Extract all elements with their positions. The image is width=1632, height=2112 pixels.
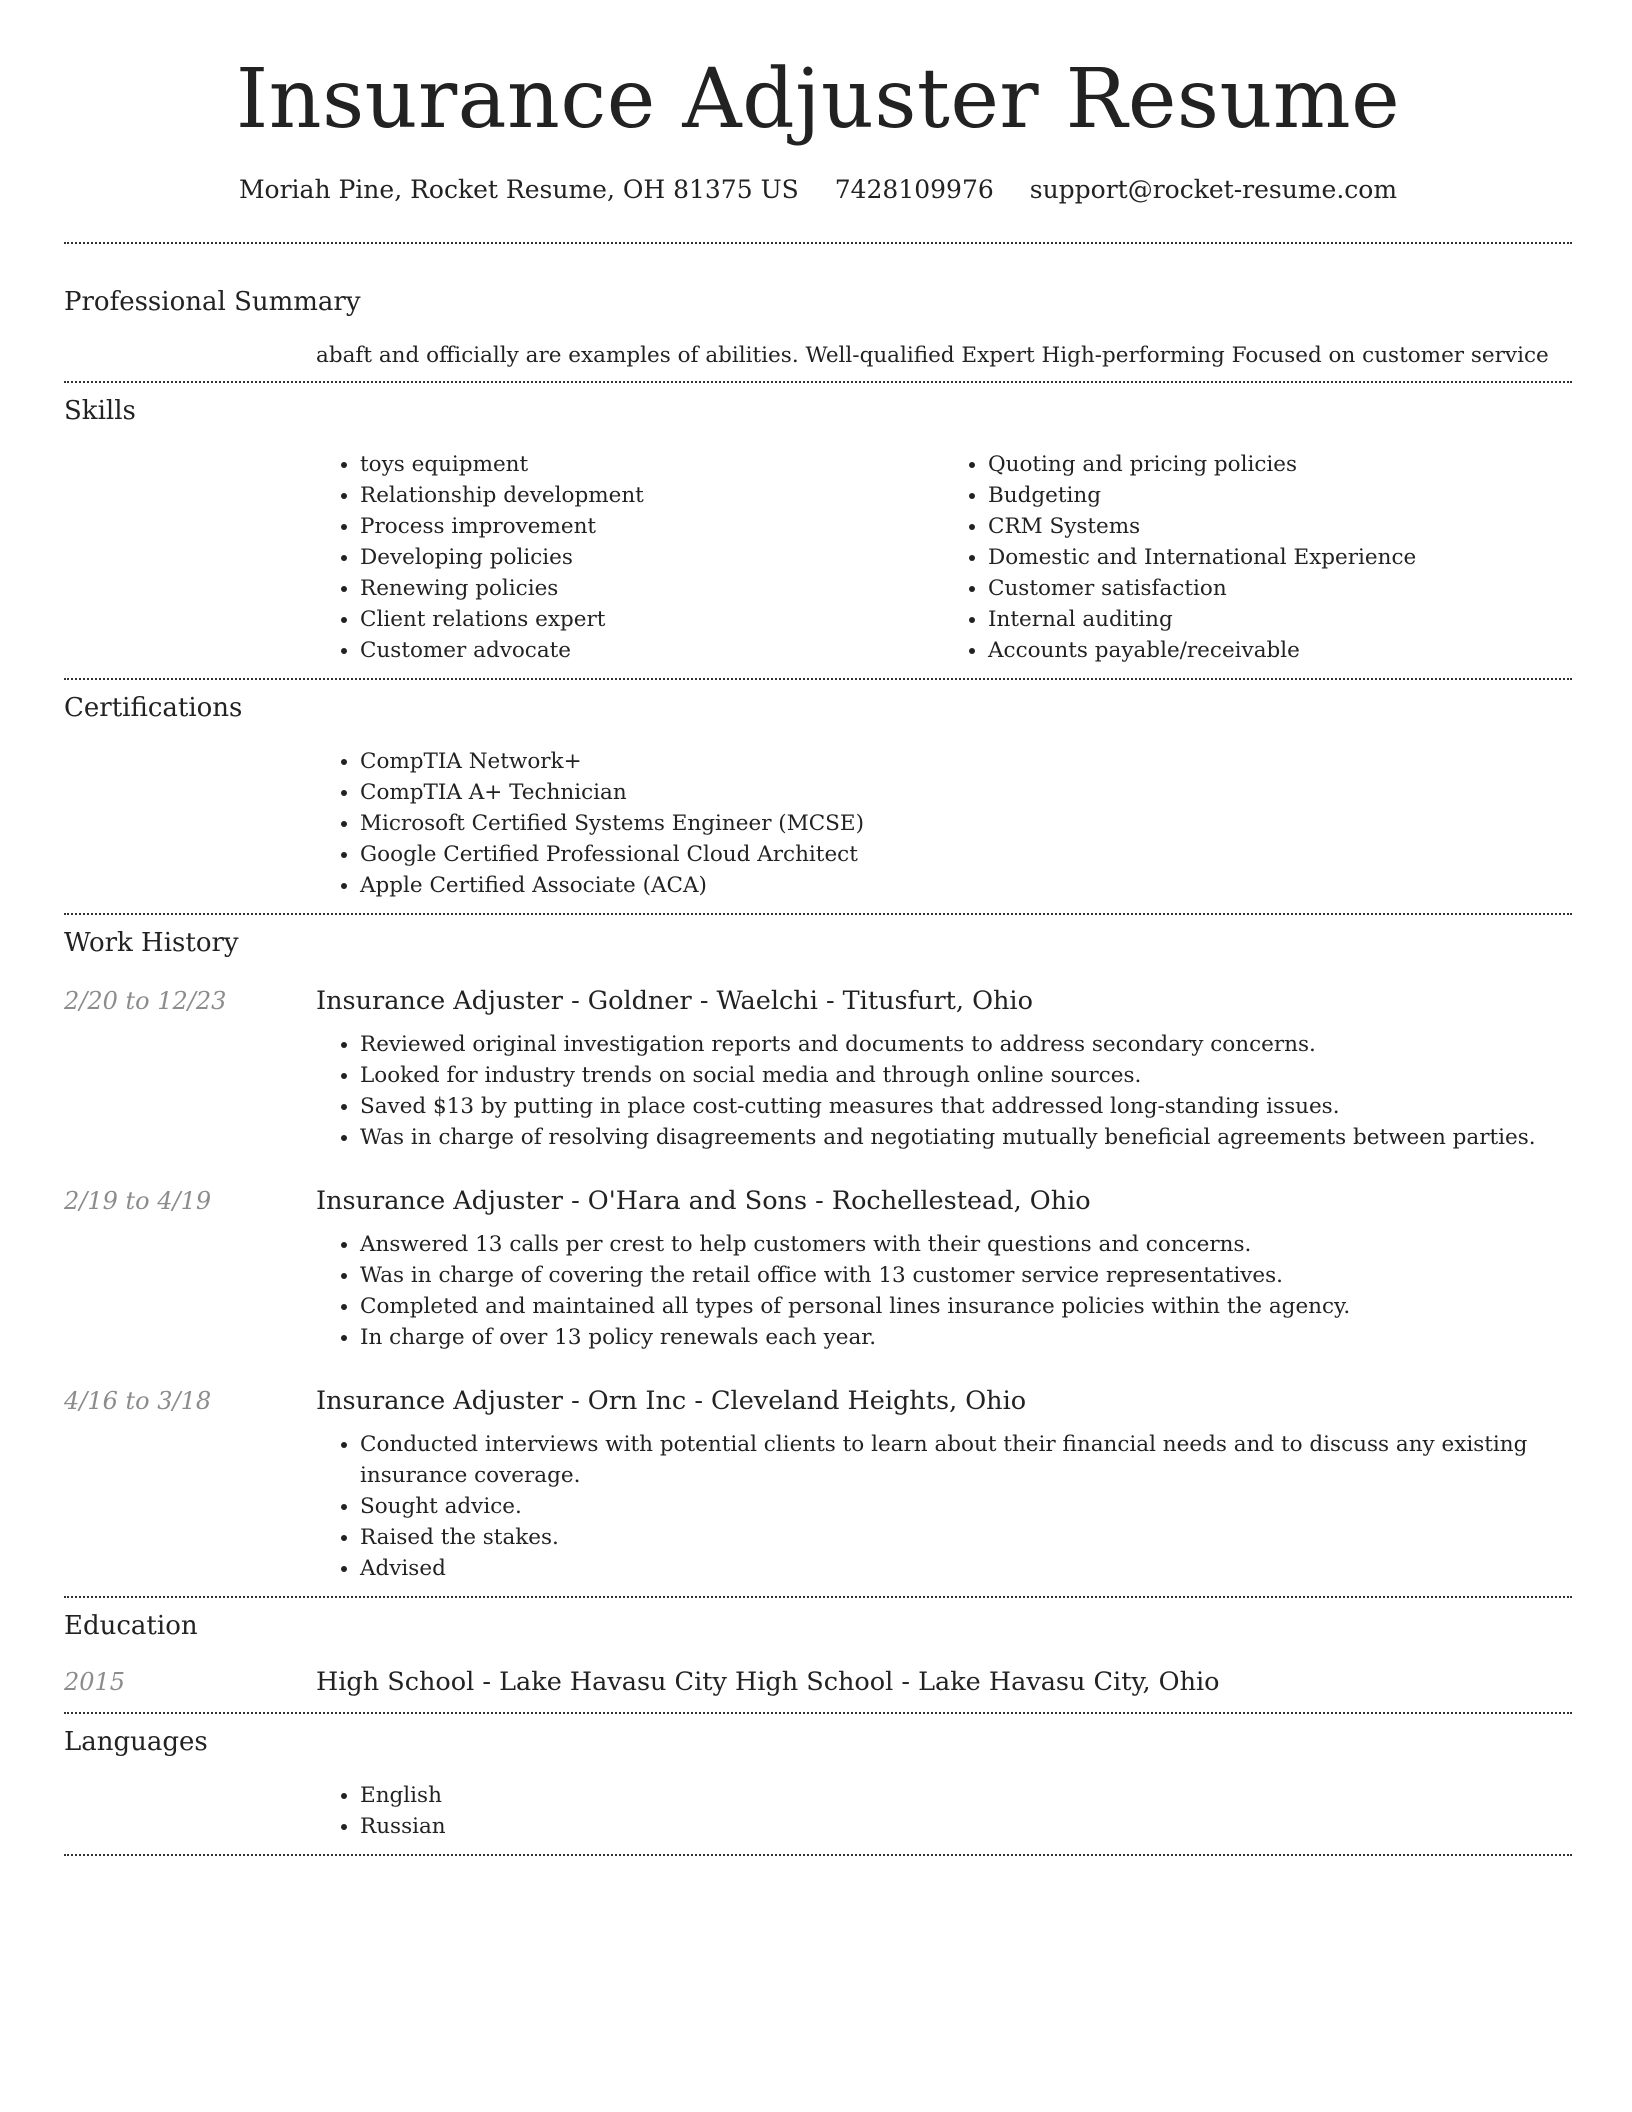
contact-line (64, 172, 1572, 208)
languages-heading: Languages (64, 1727, 208, 1757)
job-title: Insurance Adjuster - O'Hara and Sons - Rochellestead, Ohio (316, 1186, 1091, 1216)
list-item: • Raised the stakes. (360, 1522, 1572, 1553)
job-entry (64, 1183, 1572, 1353)
list-item: • Quoting and pricing policies (988, 449, 1572, 480)
contact-email: support@rocket-resume.com (1029, 175, 1398, 204)
list-item: • Google Certified Professional Cloud Architect (360, 839, 1572, 870)
job-header (64, 1183, 1572, 1219)
certifications-list (316, 746, 1572, 901)
list-item: • Advised (360, 1553, 1572, 1584)
skills-section (64, 383, 1572, 678)
work-heading: Work History (64, 928, 239, 958)
list-item: • Saved $13 by putting in place cost-cutting measures that addressed long-standing issues. (360, 1091, 1572, 1122)
list-item: • Apple Certified Associate (ACA) (360, 870, 1572, 901)
job-bullets (316, 1429, 1572, 1584)
list-item: • Client relations expert (360, 604, 944, 635)
divider (64, 1854, 1572, 1856)
education-school: High School - Lake Havasu City High School - Lake Havasu City, Ohio (316, 1667, 1220, 1697)
list-item: • Process improvement (360, 511, 944, 542)
list-item: • Budgeting (988, 480, 1572, 511)
list-item: • Renewing policies (360, 573, 944, 604)
languages-section (64, 1714, 1572, 1854)
languages-list (316, 1780, 1572, 1842)
list-item: • Customer satisfaction (988, 573, 1572, 604)
list-item: • Accounts payable/receivable (988, 635, 1572, 666)
contact-address: Moriah Pine, Rocket Resume, OH 81375 US (238, 175, 799, 204)
skills-grid (316, 449, 1572, 666)
job-header (64, 983, 1572, 1019)
education-year: 2015 (64, 1668, 126, 1696)
list-item: • Customer advocate (360, 635, 944, 666)
job-entry (64, 1383, 1572, 1584)
certifications-section (64, 680, 1572, 913)
list-item: • Was in charge of resolving disagreements and negotiating mutually beneficial agreements between parties. (360, 1122, 1572, 1153)
list-item: • CompTIA Network+ (360, 746, 1572, 777)
list-item: • Sought advice. (360, 1491, 1572, 1522)
job-bullets (316, 1229, 1572, 1353)
summary-text: abaft and officially are examples of abilities. Well-qualified Expert High-performing Focused on customer service (316, 343, 1549, 368)
job-dates: 2/19 to 4/19 (64, 1187, 212, 1215)
list-item: • Looked for industry trends on social media and through online sources. (360, 1060, 1572, 1091)
certifications-list-wrap (316, 746, 1572, 901)
resume-page (64, 0, 1572, 1856)
list-item: • toys equipment (360, 449, 944, 480)
work-section (64, 915, 1572, 1596)
job-title: Insurance Adjuster - Orn Inc - Cleveland Heights, Ohio (316, 1386, 1027, 1416)
job-dates: 2/20 to 12/23 (64, 987, 227, 1015)
summary-section (64, 244, 1572, 381)
list-item: • In charge of over 13 policy renewals each year. (360, 1322, 1572, 1353)
list-item: • Answered 13 calls per crest to help customers with their questions and concerns. (360, 1229, 1572, 1260)
skills-list-left (316, 449, 944, 666)
list-item: • English (360, 1780, 1572, 1811)
summary-heading: Professional Summary (64, 287, 361, 317)
job-title: Insurance Adjuster - Goldner - Waelchi - Titusfurt, Ohio (316, 986, 1033, 1016)
languages-list-wrap (316, 1780, 1572, 1842)
list-item: • Microsoft Certified Systems Engineer (MCSE) (360, 808, 1572, 839)
list-item: • Russian (360, 1811, 1572, 1842)
list-item: • CompTIA A+ Technician (360, 777, 1572, 808)
skills-heading: Skills (64, 396, 136, 426)
job-header (64, 1383, 1572, 1419)
skills-list-right (944, 449, 1572, 666)
job-entry (64, 983, 1572, 1153)
list-item: • Conducted interviews with potential clients to learn about their financial needs and to discuss any existing insurance coverage. (360, 1429, 1572, 1491)
job-dates: 4/16 to 3/18 (64, 1387, 212, 1415)
list-item: • Was in charge of covering the retail office with 13 customer service representatives. (360, 1260, 1572, 1291)
list-item: • Internal auditing (988, 604, 1572, 635)
list-item: • Reviewed original investigation reports and documents to address secondary concerns. (360, 1029, 1572, 1060)
job-bullets-wrap (316, 1229, 1572, 1353)
education-section (64, 1598, 1572, 1712)
education-heading: Education (64, 1611, 198, 1641)
page-title: Insurance Adjuster Resume (235, 52, 1401, 147)
list-item: • Developing policies (360, 542, 944, 573)
list-item: • Domestic and International Experience (988, 542, 1572, 573)
job-bullets-wrap (316, 1029, 1572, 1153)
list-item: • Completed and maintained all types of personal lines insurance policies within the agency. (360, 1291, 1572, 1322)
certifications-heading: Certifications (64, 693, 243, 723)
job-bullets (316, 1029, 1572, 1153)
list-item: • Relationship development (360, 480, 944, 511)
contact-phone: 7428109976 (834, 175, 994, 204)
list-item: • CRM Systems (988, 511, 1572, 542)
education-entry (64, 1664, 1572, 1700)
job-bullets-wrap (316, 1429, 1572, 1584)
